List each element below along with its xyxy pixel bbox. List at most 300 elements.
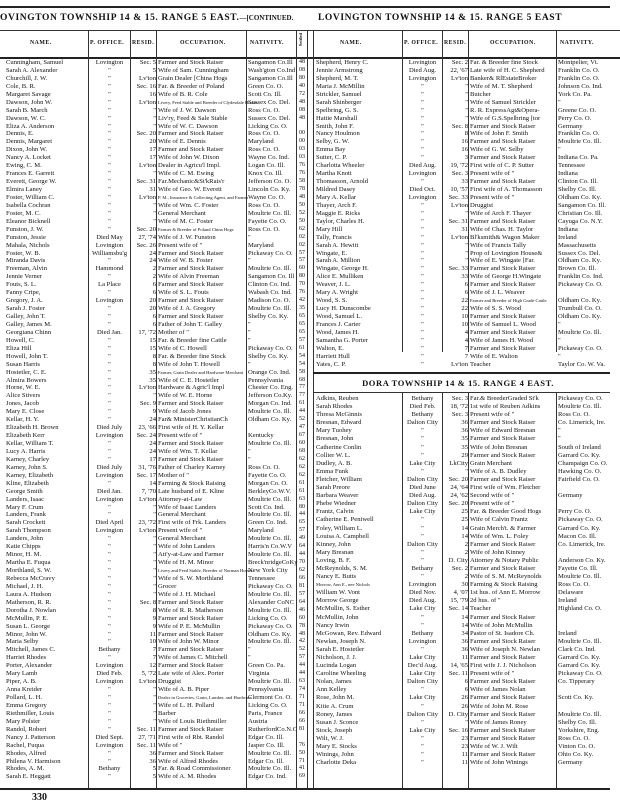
occupation-cell: Grain Merchant	[470, 459, 512, 467]
office-cell: "	[421, 122, 424, 130]
office-cell: "	[421, 201, 424, 209]
occupation-cell: Wife of Joseph N. Newlan	[470, 645, 540, 653]
table-row	[0, 186, 310, 194]
table-row	[310, 516, 620, 524]
occupation-cell: Wife of G. W. Selby	[470, 146, 524, 154]
name-cell: Shepherd, M. T.	[316, 74, 359, 82]
occupation-cell: Farmer and Stock Raiser	[158, 265, 224, 273]
nativity-cell: Anderson Co. Ky.	[558, 556, 606, 564]
table-row	[310, 337, 620, 345]
table-row	[310, 194, 620, 202]
nativity-cell: Maryland	[248, 138, 274, 146]
table-row	[310, 178, 620, 186]
office-cell: "	[108, 352, 111, 360]
resid-cell: 14, '65	[450, 662, 468, 670]
name-cell: Sarah Shinberger	[316, 98, 362, 106]
office-cell: "	[421, 328, 424, 336]
nativity-cell: Sangamon Co. Ill.	[558, 201, 606, 209]
occupation-cell: Grain Dealer [China Hogs	[158, 74, 228, 82]
nativity-cell: Ross Co. O.	[248, 146, 280, 154]
nativity-cell: Wabash Co. Ind.	[248, 289, 292, 297]
table-row	[0, 353, 310, 361]
name-cell: Rebecca McCravy	[6, 574, 55, 582]
nativity-cell: Moultrie Co. Ill.	[558, 403, 602, 411]
office-cell: "	[108, 709, 111, 717]
occupation-cell: Farmer and Stock Raiser	[470, 154, 536, 162]
occupation-cell: Banker& RlEstateBroker	[470, 74, 537, 82]
table-row	[0, 646, 310, 654]
left-header-row	[0, 30, 310, 59]
occupation-cell: Farmer and Stock Raiser	[158, 598, 224, 606]
nativity-cell: Moultrie Co. Ill.	[558, 637, 602, 645]
occupation-cell: Farmer and Stock Raiser	[158, 614, 224, 622]
office-cell: Dalton City	[407, 678, 438, 686]
office-cell: "	[421, 751, 424, 759]
office-cell: "	[421, 233, 424, 241]
office-cell: "	[421, 138, 424, 146]
office-cell: Bethany	[411, 629, 434, 637]
table-row	[0, 750, 310, 758]
nativity-cell: Sussex Co. Del.	[248, 114, 291, 122]
office-cell: "	[108, 114, 111, 122]
resid-cell: 31	[149, 186, 156, 193]
table-row	[0, 202, 310, 210]
nativity-cell: Harris'n Co.W.V	[248, 543, 292, 551]
occupation-cell: Far.& BreederGraded St'k	[470, 395, 539, 402]
table-row	[310, 218, 620, 226]
occupation-cell: Wife of M. C. Foster	[158, 217, 214, 225]
office-cell: Lovington	[95, 741, 124, 749]
resid-cell: Sec. 20	[448, 500, 468, 508]
nativity-cell: "	[248, 257, 251, 265]
office-cell: "	[421, 305, 424, 313]
name-cell: Wood, James H.	[316, 328, 360, 336]
resid-cell: Sec. 16	[448, 726, 468, 734]
settled-cell: 72	[299, 90, 305, 97]
name-cell: Rhodes, Alfred	[6, 749, 46, 757]
office-cell: "	[108, 590, 111, 598]
table-row	[310, 468, 620, 476]
occupation-cell: Wife of Edward Bresnan	[470, 427, 536, 435]
occupation-cell: Late wife of Alex. Porter	[158, 670, 224, 678]
right-title-text: LOVINGTON TOWNSHIP 14 & 15. RANGE 5 EAST	[318, 13, 563, 23]
header-office: P. OFFICE.	[90, 40, 125, 46]
office-cell: "	[108, 201, 111, 209]
office-cell: "	[421, 427, 424, 435]
office-cell: "	[108, 209, 111, 217]
office-cell: Died Feb.	[96, 670, 123, 678]
occupation-cell: Farmer and Stock Raiser	[470, 637, 536, 645]
occupation-cell: Barber	[158, 709, 176, 717]
table-row	[0, 472, 310, 480]
office-cell: "	[108, 90, 111, 98]
occupation-cell: Wife of James H. Wood	[470, 336, 533, 344]
occupation-cell: First wife of H. Y. Kellar	[158, 424, 224, 432]
name-cell: Georgiana Chinn	[6, 328, 52, 336]
occupation-cell: Wife of Samuel L. Wood	[470, 320, 536, 328]
resid-cell: 7, '70	[141, 487, 156, 495]
office-cell: "	[421, 516, 424, 524]
settled-cell: 03	[299, 146, 305, 153]
resid-cell: 9	[152, 622, 156, 630]
name-cell: Kellar, William T.	[6, 440, 54, 447]
resid-cell: "	[153, 106, 156, 114]
occupation-cell: Farmer and Stock Raiser	[158, 130, 224, 138]
settled-cell: 50	[299, 217, 305, 224]
resid-cell: "	[153, 717, 156, 725]
settled-cell: 62	[299, 471, 305, 478]
name-cell: Everett, George W.	[6, 178, 57, 186]
name-cell: Charlotte Deka	[316, 759, 357, 767]
occupation-cell: 2d hus. of "	[470, 597, 501, 605]
office-cell: Lake City	[409, 508, 436, 516]
settled-cell: 47	[299, 424, 305, 431]
resid-cell: 9	[152, 408, 156, 416]
name-cell: Dudley, A. B.	[316, 459, 353, 467]
nativity-cell: Clinton Co. Ill.	[558, 178, 598, 186]
nativity-cell: Maryland	[248, 241, 274, 249]
settled-cell: 00	[299, 130, 305, 137]
table-row	[310, 694, 620, 702]
name-cell: Isabella Cochran	[6, 201, 51, 209]
dora-section-title: DORA TOWNSHIP 14 & 15. RANGE 4 EAST.	[362, 378, 554, 388]
occupation-cell: Wife of J. W. Funston	[158, 233, 216, 241]
table-row	[0, 75, 310, 83]
resid-cell: 6	[152, 281, 156, 289]
nativity-cell: Green Co. Ind.	[248, 519, 288, 527]
occupation-cell: Farmer and Stock Raiser	[158, 313, 224, 320]
nativity-cell: Moultrie Co. Ill.	[558, 573, 602, 581]
resid-cell: 2	[464, 548, 468, 556]
settled-cell: 71	[299, 757, 305, 764]
name-cell: McMullin, S. Esther	[316, 605, 370, 613]
occupation-cell: Farmer and Stock Raiser	[470, 694, 536, 702]
table-row	[310, 146, 620, 154]
nativity-cell: Pickaway Co. O.	[248, 622, 293, 630]
name-cell: Mary Lamb	[6, 670, 38, 678]
name-cell: Sutter, C. P.	[316, 154, 348, 162]
nativity-cell: "	[558, 427, 561, 435]
name-cell: Catherine Conlin	[316, 443, 362, 451]
office-cell: "	[108, 408, 111, 416]
resid-cell: 17	[149, 146, 156, 154]
occupation-cell: Late husband of E. Kline	[158, 487, 225, 495]
resid-cell: 6	[152, 313, 156, 320]
table-row	[310, 321, 620, 329]
name-cell: Bresnan, John	[316, 435, 354, 443]
resid-cell: 16	[461, 138, 468, 146]
name-cell: Landers, Frank	[6, 511, 46, 519]
settled-cell: 57	[299, 590, 305, 597]
table-row	[310, 242, 620, 250]
name-cell: Eleanor Bicknell	[6, 217, 51, 225]
name-cell: Taylor, Charles H.	[316, 217, 365, 225]
name-cell: Susan Harris	[6, 360, 40, 368]
office-cell: "	[108, 344, 111, 352]
settled-cell: 61	[299, 400, 305, 407]
nativity-cell: Oldham Co. Ky.	[248, 416, 292, 424]
office-cell: Dec'd Aug.	[407, 662, 438, 670]
occupation-cell: Farmer and Stock Raiser	[158, 297, 224, 305]
nativity-cell: Sangamon Co.Ill	[248, 74, 293, 82]
office-cell: "	[108, 122, 111, 130]
resid-cell: 24, '62	[450, 492, 468, 500]
office-cell: "	[108, 717, 111, 725]
nativity-cell: Trumbull Co. O.	[558, 305, 602, 313]
header-resid: RESID.	[444, 40, 467, 46]
nativity-cell: "	[248, 360, 251, 368]
table-row	[310, 138, 620, 146]
occupation-cell: Far. & Breeder fine Stock	[158, 352, 226, 360]
nativity-cell: "	[248, 646, 251, 654]
table-row	[310, 361, 620, 369]
nativity-cell: Brown Co. Ill.	[558, 265, 597, 273]
name-cell: Sarah A. Alexander	[6, 66, 58, 74]
office-cell: Died Nov.	[408, 589, 437, 597]
nativity-cell: Perry Co. O.	[558, 508, 592, 516]
nativity-cell: Co. Tipperary	[558, 678, 595, 686]
office-cell: Lovington	[95, 432, 124, 440]
settled-cell: 63	[299, 678, 305, 685]
office-cell: Bethany	[98, 765, 121, 773]
occupation-cell: Farmer, Grain Dealer and Hardware Merchant	[158, 369, 244, 375]
occupation-cell: Wife of Wm. L. Foley	[470, 532, 529, 540]
occupation-cell: Wife of C. E. Hostetler	[158, 376, 219, 384]
office-cell: "	[108, 614, 111, 622]
nativity-cell: Moultrie Co. Ill.	[558, 328, 602, 336]
table-row	[0, 273, 310, 281]
occupation-cell: Present wife of "	[158, 432, 203, 440]
resid-cell: "	[465, 114, 468, 122]
nativity-cell: Oldham Co. Ky.	[558, 257, 602, 265]
name-cell: Strickler, Samuel	[316, 90, 362, 98]
resid-cell: Sec. 31	[448, 217, 468, 225]
settled-cell: 76	[299, 162, 305, 169]
occupation-cell: Teacher	[470, 605, 491, 613]
resid-cell: 35	[149, 376, 156, 384]
nativity-cell: Fayette Co. O.	[248, 471, 287, 479]
resid-cell: Lv'ton	[451, 201, 468, 209]
office-cell: "	[108, 66, 111, 74]
table-row	[310, 257, 620, 265]
header-office: P. OFFICE.	[404, 40, 439, 46]
occupation-cell: Wife of B. R. Cole	[158, 90, 208, 98]
office-cell: "	[421, 297, 424, 305]
nativity-cell: Scott Co. Ky.	[558, 694, 594, 702]
nativity-cell: Pickaway Co. O.	[558, 395, 603, 402]
occupation-cell: Wife of E. Dennis	[158, 138, 206, 146]
name-cell: Nancy E. Butts	[316, 573, 357, 581]
table-row	[0, 599, 310, 607]
nativity-cell: Moultrie Co. Ill.	[248, 265, 292, 273]
resid-cell: 36	[149, 749, 156, 757]
nativity-cell: Knox Co. Ill.	[248, 170, 283, 178]
office-cell: "	[421, 265, 424, 273]
nativity-cell: Moultrie Co. Ill.	[558, 138, 602, 146]
resid-cell: 16	[461, 146, 468, 154]
office-cell: "	[108, 178, 111, 186]
table-row	[0, 591, 310, 599]
nativity-cell: RutherfordCo.N.C	[248, 725, 298, 733]
office-cell: Dalton City	[407, 710, 438, 718]
right-header-row	[310, 30, 620, 59]
nativity-cell: Moultrie Co. Ill.	[248, 678, 292, 686]
nativity-cell: Taylor Co. W. Va.	[558, 360, 606, 368]
resid-cell: 8	[464, 130, 468, 138]
name-cell: Emma Bay	[316, 146, 346, 154]
resid-cell: "	[465, 209, 468, 217]
resid-cell: 8	[152, 606, 156, 614]
table-row	[0, 305, 310, 313]
table-row	[0, 551, 310, 559]
settled-cell: 57	[299, 249, 305, 256]
office-cell: "	[108, 598, 111, 606]
table-row	[0, 115, 310, 123]
table-row	[310, 460, 620, 468]
table-row	[0, 107, 310, 115]
table-row	[310, 395, 620, 403]
occupation-cell: Dealer in Agricu'l Impl.	[158, 162, 221, 170]
settled-cell: 81	[299, 725, 305, 732]
name-cell: Mildred Dasey	[316, 186, 356, 193]
table-row	[0, 638, 310, 646]
table-row	[310, 678, 620, 686]
table-row	[0, 567, 310, 575]
occupation-cell: Grocer	[158, 582, 177, 590]
name-cell: Mary Tuohey	[316, 427, 352, 435]
name-cell: Selby, G. W.	[316, 138, 350, 146]
name-cell: Dixon, John W.	[6, 146, 48, 154]
header-occupation: OCCUPATION.	[490, 40, 536, 46]
resid-cell: 23	[461, 734, 468, 742]
settled-cell: 80	[299, 273, 305, 280]
nativity-cell: Ross Co. O.	[248, 463, 280, 471]
resid-cell: Sec. 20	[448, 475, 468, 483]
nativity-cell: Fayette Co. Ill.	[558, 564, 598, 572]
resid-cell: "	[153, 709, 156, 717]
table-row	[0, 718, 310, 726]
table-row	[310, 638, 620, 646]
office-cell: "	[108, 440, 111, 447]
nativity-cell: Green Co. Pa.	[248, 662, 285, 670]
resid-cell: 14	[461, 524, 468, 532]
occupation-cell: Wife of L. H. Pollard	[158, 701, 215, 709]
name-cell: Emma Funk	[316, 467, 349, 475]
occupation-cell: Present wife of "	[470, 411, 515, 419]
table-row	[310, 476, 620, 484]
table-row	[310, 743, 620, 751]
office-cell: "	[108, 606, 111, 614]
name-cell: Fanny Cripe,	[6, 289, 41, 297]
occupation-cell: Father of Charley Karney	[158, 463, 226, 471]
occupation-cell: Mother of "	[158, 328, 189, 336]
name-cell: Sarah E. Hostetler	[316, 645, 365, 653]
occupation-cell: Attorney-at-Law	[158, 495, 203, 503]
nativity-cell: Moultrie Co. Ill.	[248, 511, 292, 519]
table-row	[310, 719, 620, 727]
name-cell: Newlan, Joseph N.	[316, 637, 366, 645]
settled-cell: 68	[299, 447, 305, 454]
table-row	[310, 419, 620, 427]
resid-cell: D. City	[448, 710, 468, 718]
name-cell: Kinney, John	[316, 540, 351, 548]
settled-cell: 76	[299, 170, 305, 177]
name-cell: Matherson, R. R.	[6, 598, 52, 606]
name-cell: Ann Kelley	[316, 686, 347, 694]
table-row	[310, 614, 620, 622]
name-cell: Karney, John S.	[6, 463, 48, 471]
table-row	[0, 734, 310, 742]
table-row	[0, 773, 310, 781]
table-row	[310, 234, 620, 242]
occupation-cell: Farmer and Stock Raiser	[470, 726, 536, 734]
name-cell: Cole, B. R.	[6, 82, 36, 90]
occupation-cell: Bl'ksmith& Wagon Maker	[470, 233, 540, 241]
occupation-cell: Wife of J. A. Gregory	[158, 305, 216, 313]
nativity-cell: Cayuga Co. N.Y.	[558, 217, 603, 225]
resid-cell: Lv'ton	[451, 74, 468, 82]
resid-cell: 35	[461, 435, 468, 443]
left-title-text: OVINGTON TOWNSHIP 14 & 15. RANGE 5 EAST.	[0, 13, 240, 23]
name-cell: Howell, John T.	[6, 352, 48, 360]
settled-cell: 76	[299, 289, 305, 296]
occupation-cell: Farmer and Breeder of High Grade Cattle	[470, 298, 547, 304]
name-cell: Susan L. George	[6, 622, 51, 630]
office-cell: Died July	[96, 424, 123, 432]
name-cell: Piper, A. B.	[6, 678, 37, 686]
occupation-cell: Attorney & Notary Public	[470, 556, 539, 564]
resid-cell: "	[153, 209, 156, 217]
name-cell: Catherine E. Peniwell	[316, 516, 374, 524]
table-row	[0, 519, 310, 527]
resid-cell: 10, '57	[450, 186, 468, 193]
occupation-cell: Farmer and Stock Raiser	[470, 435, 536, 443]
table-row	[0, 377, 310, 385]
nativity-cell: Moultrie Co. Ill.	[248, 638, 292, 646]
table-row	[0, 678, 310, 686]
table-row	[310, 170, 620, 178]
nativity-cell: Oldham Co. Ky.	[558, 193, 602, 201]
nativity-cell: Wayne Co. O.	[248, 193, 286, 201]
name-cell: Shepherd, Henry C.	[316, 59, 369, 66]
office-cell: Dalton City	[407, 419, 438, 427]
office-cell: "	[108, 725, 111, 733]
nativity-cell: "	[558, 320, 561, 328]
name-cell: Smith, John F.	[316, 122, 354, 130]
table-row	[0, 511, 310, 519]
nativity-cell: Ross Co. O.	[558, 581, 590, 589]
table-row	[310, 281, 620, 289]
occupation-cell: Wife of E. Walton	[470, 352, 518, 360]
occupation-cell: General Merchant	[158, 535, 206, 543]
name-cell: Pollard, L. H.	[6, 694, 43, 701]
table-row	[0, 154, 310, 162]
settled-cell: 76	[299, 741, 305, 748]
table-row	[0, 686, 310, 694]
occupation-cell: Present wife of "	[158, 241, 203, 249]
nativity-cell: Pickaway Co. O.	[248, 582, 293, 590]
resid-cell: Sec. 26	[136, 241, 156, 249]
name-cell: George Smith	[6, 487, 43, 495]
settled-cell: 44	[299, 511, 305, 518]
table-row	[310, 597, 620, 605]
name-cell: Lucy A. Harris	[6, 447, 46, 455]
occupation-cell: Wife of Isaac Landers	[158, 503, 217, 511]
settled-cell: 03	[299, 154, 305, 161]
table-row	[310, 654, 620, 662]
occupation-cell: Hardware & Agric'l Impl	[158, 384, 225, 392]
settled-cell: 65	[299, 313, 305, 319]
